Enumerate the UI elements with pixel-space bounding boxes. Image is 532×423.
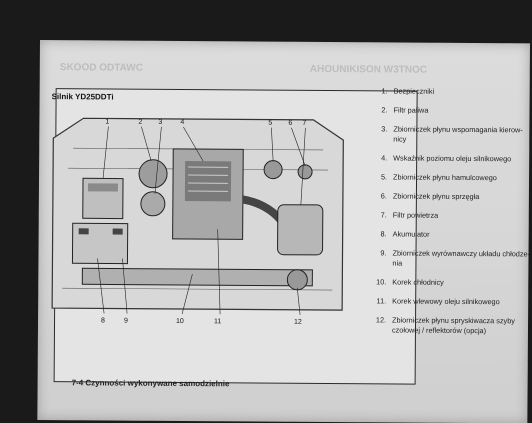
callout-item-text: Filtr paliwa xyxy=(393,105,428,115)
callout-item-number: 11. xyxy=(372,296,386,306)
callout-item-number: 12. xyxy=(372,315,386,335)
engine-bay-diagram xyxy=(42,108,344,330)
page-footer: 7-4 Czynności wykonywane samodzielnie xyxy=(72,378,230,388)
section-heading: Silnik YD25DDTi xyxy=(52,92,114,101)
callout-item-text: Zbiorniczek płynu wspomagania kierow-nicy xyxy=(393,124,531,145)
callout-number: 9 xyxy=(124,318,128,325)
callout-item-text: Zbiorniczek płynu sprzęgła xyxy=(393,191,479,202)
callout-item xyxy=(372,277,530,288)
battery-terminal xyxy=(79,228,89,234)
callout-number: 10 xyxy=(176,318,184,325)
battery-terminal xyxy=(113,229,123,235)
callout-item-text: Zbiorniczek wyrównawczy układu chłodze-nia xyxy=(392,248,530,269)
callout-number: 8 xyxy=(101,317,105,324)
callout-item-text: Akumulator xyxy=(393,229,430,239)
callout-item xyxy=(372,248,530,269)
fuse-box-cover xyxy=(88,183,118,191)
callout-number: 5 xyxy=(268,120,272,127)
callout-number: 12 xyxy=(294,319,302,326)
callout-number: 4 xyxy=(180,119,184,126)
callout-item-number: 9. xyxy=(372,248,386,268)
callout-item-text: Korek wlewowy oleju silnikowego xyxy=(392,296,500,307)
radiator xyxy=(82,268,312,286)
callout-item xyxy=(374,86,532,97)
fuel-filter xyxy=(139,160,167,188)
callout-number: 6 xyxy=(288,120,292,127)
callout-list xyxy=(372,86,532,345)
callout-item-number: 2. xyxy=(373,105,387,115)
callout-item xyxy=(373,153,531,164)
air-filter xyxy=(278,205,323,255)
manual-page xyxy=(37,40,530,423)
callout-item-number: 6. xyxy=(373,191,387,201)
bleed-through-text-left: SKOOD ODTAWC xyxy=(60,62,143,74)
callout-number: 11 xyxy=(214,318,221,325)
callout-number: 1 xyxy=(105,118,109,125)
callout-item xyxy=(373,210,531,221)
callout-item-number: 4. xyxy=(373,153,387,163)
washer-reservoir xyxy=(287,270,307,290)
callout-item-text: Wskaźnik poziomu oleju silnikowego xyxy=(393,153,511,164)
callout-item-number: 7. xyxy=(373,210,387,220)
callout-number: 2 xyxy=(138,119,142,126)
clutch-fluid-reservoir xyxy=(298,165,312,179)
callout-item xyxy=(373,191,531,202)
callout-item-text: Filtr powietrza xyxy=(393,210,438,220)
callout-number: 3 xyxy=(158,119,162,126)
callout-item-number: 10. xyxy=(372,277,386,287)
callout-item xyxy=(373,105,531,116)
callout-item-text: Zbiorniczek płynu spryskiwacza szyby czołowej / reflektorów (opcja) xyxy=(392,315,530,336)
callout-item xyxy=(372,296,530,307)
callout-number: 7 xyxy=(302,120,306,127)
bleed-through-text-right: AHOUNIKISON W3TNOC xyxy=(310,64,427,76)
callout-item xyxy=(373,124,531,145)
callout-item-number: 1. xyxy=(374,86,388,96)
brake-fluid-reservoir xyxy=(264,161,282,179)
power-steering-reservoir xyxy=(141,192,165,216)
callout-item-text: Korek chłodnicy xyxy=(392,277,444,287)
callout-item-text: Zbiorniczek płynu hamulcowego xyxy=(393,172,497,183)
callout-item xyxy=(373,229,531,240)
callout-item-number: 3. xyxy=(373,124,387,144)
callout-item-number: 8. xyxy=(373,229,387,239)
callout-item xyxy=(372,315,530,336)
callout-item-number: 5. xyxy=(373,172,387,182)
callout-item xyxy=(373,172,531,183)
callout-item-text: Bezpieczniki xyxy=(394,86,435,96)
